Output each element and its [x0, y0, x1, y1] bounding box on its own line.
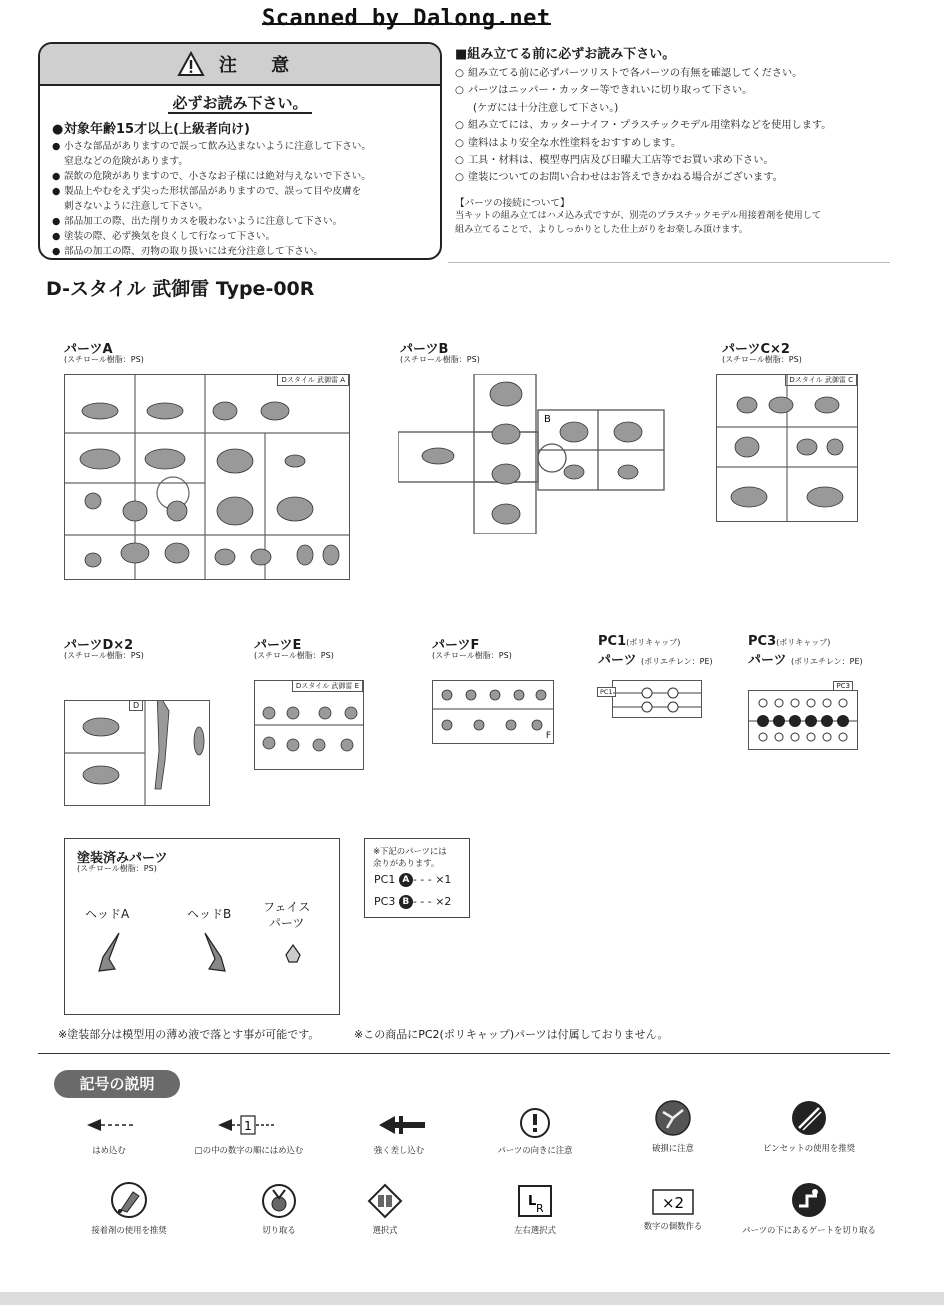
- list-item: (ケガには十分注意して下さい。): [473, 102, 619, 114]
- legend-cut: 切り取る: [204, 1182, 354, 1236]
- sprue-c-header: Dスタイル 武御雷: [789, 376, 846, 384]
- svg-text:L: L: [528, 1194, 537, 1209]
- connection-title: 【パーツの接続について】: [455, 197, 570, 209]
- svg-text:1: 1: [244, 1119, 252, 1133]
- sprue-d: [64, 700, 210, 806]
- sprue-c-grid: [717, 375, 857, 521]
- list-item: ○ パーツはニッパー・カッター等できれいに切り取って下さい。: [455, 82, 895, 99]
- multiply-icon: [651, 1188, 695, 1216]
- sprue-pc3-tag: PC3: [833, 681, 853, 691]
- gate-cut-icon: [789, 1180, 829, 1220]
- parts-f-material: (スチロール樹脂：PS): [432, 651, 512, 660]
- parts-pc3-label: PC3(ポリキャップ) パーツ (ポリエチレン：PE): [748, 634, 863, 668]
- face-label: フェイス パーツ: [263, 900, 311, 930]
- sprue-e-header: Dスタイル 武御雷: [295, 682, 353, 690]
- parts-e-material: (スチロール樹脂：PS): [254, 651, 334, 660]
- sprue-b-grid: [398, 374, 668, 534]
- breakage-caution-icon: [653, 1098, 693, 1138]
- list-item: ● 塗装の際、必ず換気を良くして行なって下さい。: [52, 229, 440, 244]
- legend-left-right: L R 左右選択式: [460, 1182, 610, 1236]
- parts-e-label: パーツE: [254, 638, 302, 653]
- sprue-b: [398, 374, 668, 534]
- head-b-label: ヘッドB: [187, 907, 232, 921]
- parts-c-material: (スチロール樹脂：PS): [722, 355, 802, 364]
- caution-list: [52, 121, 440, 259]
- sprue-pc3: [748, 682, 858, 750]
- list-item: ● 対象年齢15才以上(上級者向け): [52, 121, 440, 139]
- sprue-pc1-tag: PC1: [597, 687, 616, 697]
- instructions-heading: ■組み立てる前に必ずお読み下さい。: [455, 47, 676, 62]
- list-item: ● 製品上やむをえず尖った形状部品がありますので、誤って目や皮膚を 刺さないように注意して下さい。: [52, 184, 440, 214]
- scan-edge: [0, 1292, 944, 1305]
- extra-parts-note: ※下記のパーツには 余りがあります。 PC1 A - - - ×1 PC3 B - - - ×2: [364, 838, 470, 918]
- list-item: ● 部品の加工の際、刃物の取り扱いには充分注意して下さい。: [52, 244, 440, 259]
- legend-insert: はめ込む: [34, 1110, 184, 1156]
- sprue-b-tag: B: [544, 414, 551, 425]
- paint-removal-note: ※塗装部分は模型用の薄め液で落とす事が可能です。: [58, 1028, 320, 1041]
- sprue-c-tag: C: [848, 376, 853, 384]
- legend-gate-cut: パーツの下にあるゲートを切り取る: [734, 1180, 884, 1236]
- cut-icon: [259, 1182, 299, 1220]
- sprue-a-tag: A: [340, 376, 345, 384]
- head-b-part: [197, 931, 229, 975]
- sprue-f-grid: [433, 681, 553, 743]
- parts-a-label: パーツA: [64, 342, 113, 357]
- push-firmly-icon: [369, 1110, 429, 1140]
- head-a-label: ヘッドA: [85, 907, 130, 921]
- selection-icon: [365, 1182, 405, 1220]
- legend-selection: 選択式: [310, 1182, 460, 1236]
- warning-icon: [177, 51, 205, 77]
- list-item: ○ 組み立てる前に必ずパーツリストで各パーツの有無を確認してください。: [455, 65, 895, 82]
- painted-material: (スチロール樹脂：PS): [77, 864, 157, 873]
- parts-a-material: (スチロール樹脂：PS): [64, 355, 144, 364]
- sprue-a: [64, 374, 350, 580]
- tweezers-icon: [789, 1098, 829, 1138]
- svg-text:×2: ×2: [661, 1194, 685, 1212]
- sprue-e: [254, 680, 364, 770]
- insert-arrow-icon: [79, 1110, 139, 1140]
- connection-text-1: 当キットの組み立てはハメ込み式ですが、別売のプラスチックモデル用接着剤を使用して: [455, 209, 822, 221]
- extra-pc1-row: PC1 A - - - ×1: [374, 873, 452, 886]
- sprue-pc1-grid: [613, 681, 701, 717]
- caution-box: [38, 42, 442, 260]
- sprue-e-grid: [255, 681, 363, 769]
- list-item: ○ 組み立てには、カッターナイフ・プラスチックモデル用塗料などを使用します。: [455, 117, 895, 134]
- sprue-f-tag: F: [545, 731, 551, 741]
- sprue-a-header: Dスタイル 武御雷: [281, 376, 338, 384]
- list-item: ● 誤飲の危険がありますので、小さなお子様には絶対与えないで下さい。: [52, 169, 440, 184]
- must-read-heading: 必ずお読み下さい。: [40, 92, 440, 113]
- glue-icon: [109, 1180, 149, 1220]
- sprue-d-tag: D: [129, 700, 143, 711]
- page-title: D-スタイル 武御雷 Type-00R: [46, 278, 315, 300]
- sprue-pc1: [600, 680, 702, 718]
- legend-push-firmly: 強く差し込む: [324, 1110, 474, 1156]
- numbered-insert-icon: [214, 1110, 284, 1140]
- painted-title: 塗装済みパーツ: [77, 851, 168, 866]
- caution-title: 注 意: [218, 55, 304, 76]
- parts-b-material: (スチロール樹脂：PS): [400, 355, 480, 364]
- scan-watermark: Scanned by Dalong.net: [262, 6, 551, 31]
- parts-c-label: パーツC×2: [722, 342, 790, 357]
- sprue-f: [432, 680, 554, 744]
- left-right-selection-icon: [515, 1182, 555, 1220]
- parts-f-label: パーツF: [432, 638, 480, 653]
- legend-divider: [38, 1053, 890, 1054]
- legend-orientation: パーツの向きに注意: [460, 1106, 610, 1156]
- connection-text-2: 組み立てることで、よりしっかりとした仕上がりをお楽しみ頂けます。: [455, 224, 749, 236]
- legend-numbered-insert: 1 □の中の数字の順にはめ込む: [174, 1110, 324, 1156]
- painted-parts-box: [64, 838, 340, 1015]
- sprue-d-grid: [65, 701, 209, 805]
- legend-breakage: 破損に注意: [598, 1098, 748, 1154]
- legend-title: 記号の説明: [54, 1070, 180, 1098]
- legend-multiply: ×2 数字の個数作る: [598, 1188, 748, 1232]
- pc2-note: ※この商品にPC2(ポリキャップ)パーツは付属しておりません。: [354, 1028, 669, 1041]
- list-item: ○ 工具・材料は、模型専門店及び日曜大工店等でお買い求め下さい。: [455, 152, 895, 169]
- assembly-instructions: [455, 43, 895, 238]
- list-item: ● 小さな部品がありますので誤って飲み込まないように注意して下さい。 窒息などの危険があります。: [52, 139, 440, 169]
- list-item: ● 部品加工の際、出た削りカスを吸わないように注意して下さい。: [52, 214, 440, 229]
- parts-d-label: パーツD×2: [64, 638, 134, 653]
- parts-b-label: パーツB: [400, 342, 449, 357]
- face-part: [283, 943, 303, 965]
- section-divider: [448, 262, 890, 263]
- sprue-pc3-grid: [749, 691, 857, 749]
- sprue-c: [716, 374, 858, 522]
- parts-pc1-label: PC1(ポリキャップ) パーツ (ポリエチレン：PE): [598, 634, 713, 668]
- list-item: ○ 塗料はより安全な水性塗料をおすすめします。: [455, 135, 895, 152]
- head-a-part: [95, 931, 127, 975]
- list-item: ○ 塗装についてのお問い合わせはお答えできかねる場合がございます。: [455, 169, 895, 186]
- svg-text:R: R: [536, 1202, 544, 1215]
- sprue-e-tag: E: [354, 682, 359, 690]
- parts-d-material: (スチロール樹脂：PS): [64, 651, 144, 660]
- legend-glue: 接着剤の使用を推奨: [54, 1180, 204, 1236]
- caution-header: [40, 44, 440, 86]
- orientation-caution-icon: [515, 1106, 555, 1140]
- legend-tweezers: ピンセットの使用を推奨: [734, 1098, 884, 1154]
- sprue-a-grid: [65, 375, 349, 579]
- extra-pc3-row: PC3 B - - - ×2: [374, 895, 452, 908]
